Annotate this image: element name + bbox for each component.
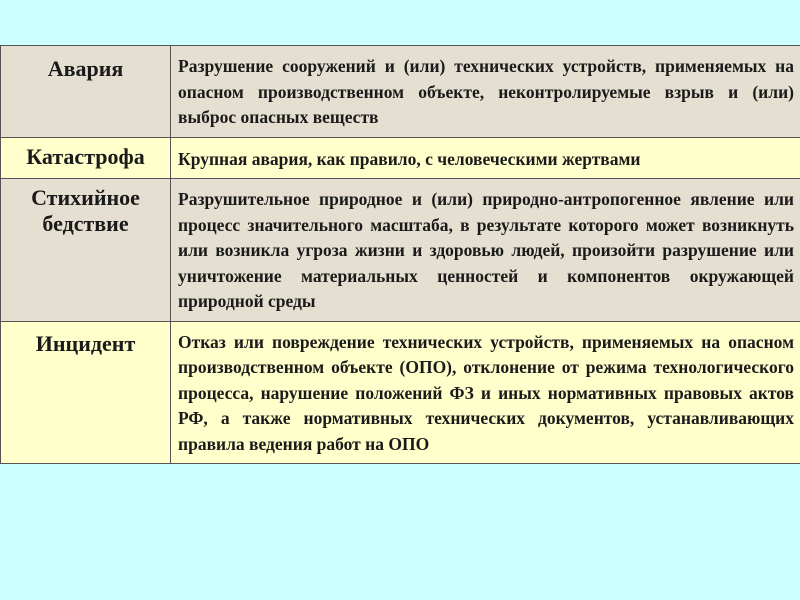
definition-incident: Отказ или повреждение технических устройств, применяемых на опасном производственном объекте (ОПО), отклонение от режима технологического процесса, нарушение положений ФЗ и иных нормативных правовых актов РФ, а также нормативных технических документов, устанавливающих правила ведения работ на ОПО (178, 331, 794, 454)
term-cell (1, 321, 171, 464)
definition-cell (171, 321, 800, 464)
definition-cell (171, 137, 800, 179)
term-stihiynoe-bedstvie: Стихийное бедствие (31, 185, 140, 236)
table-row (1, 321, 800, 464)
definitions-table (0, 45, 800, 464)
term-avariya: Авария (47, 56, 124, 81)
table-row (1, 137, 800, 179)
definition-katastrofa: Крупная авария, как правило, с человеческими жертвами (178, 148, 641, 169)
definition-cell (171, 46, 800, 138)
definition-cell (171, 179, 800, 322)
term-cell (1, 46, 171, 138)
definition-avariya: Разрушение сооружений и (или) технических устройств, применяемых на опасном производственном объекте, неконтролируемые взрыв и (или) выброс опасных веществ (178, 56, 794, 127)
table-row (1, 179, 800, 322)
definition-stihiynoe-bedstvie: Разрушительное природное и (или) природно-антропогенное явление или процесс значительного масштаба, в результате которого может возникнуть или возникла угроза жизни и здоровью людей, произойти разрушение или уничтожение материальных ценностей и компонентов окружающей природной среды (178, 189, 794, 311)
term-incident: Инцидент (35, 330, 136, 356)
term-cell (1, 179, 171, 322)
term-cell (1, 137, 171, 179)
term-katastrofa: Катастрофа (26, 143, 145, 169)
table-row (1, 46, 800, 138)
